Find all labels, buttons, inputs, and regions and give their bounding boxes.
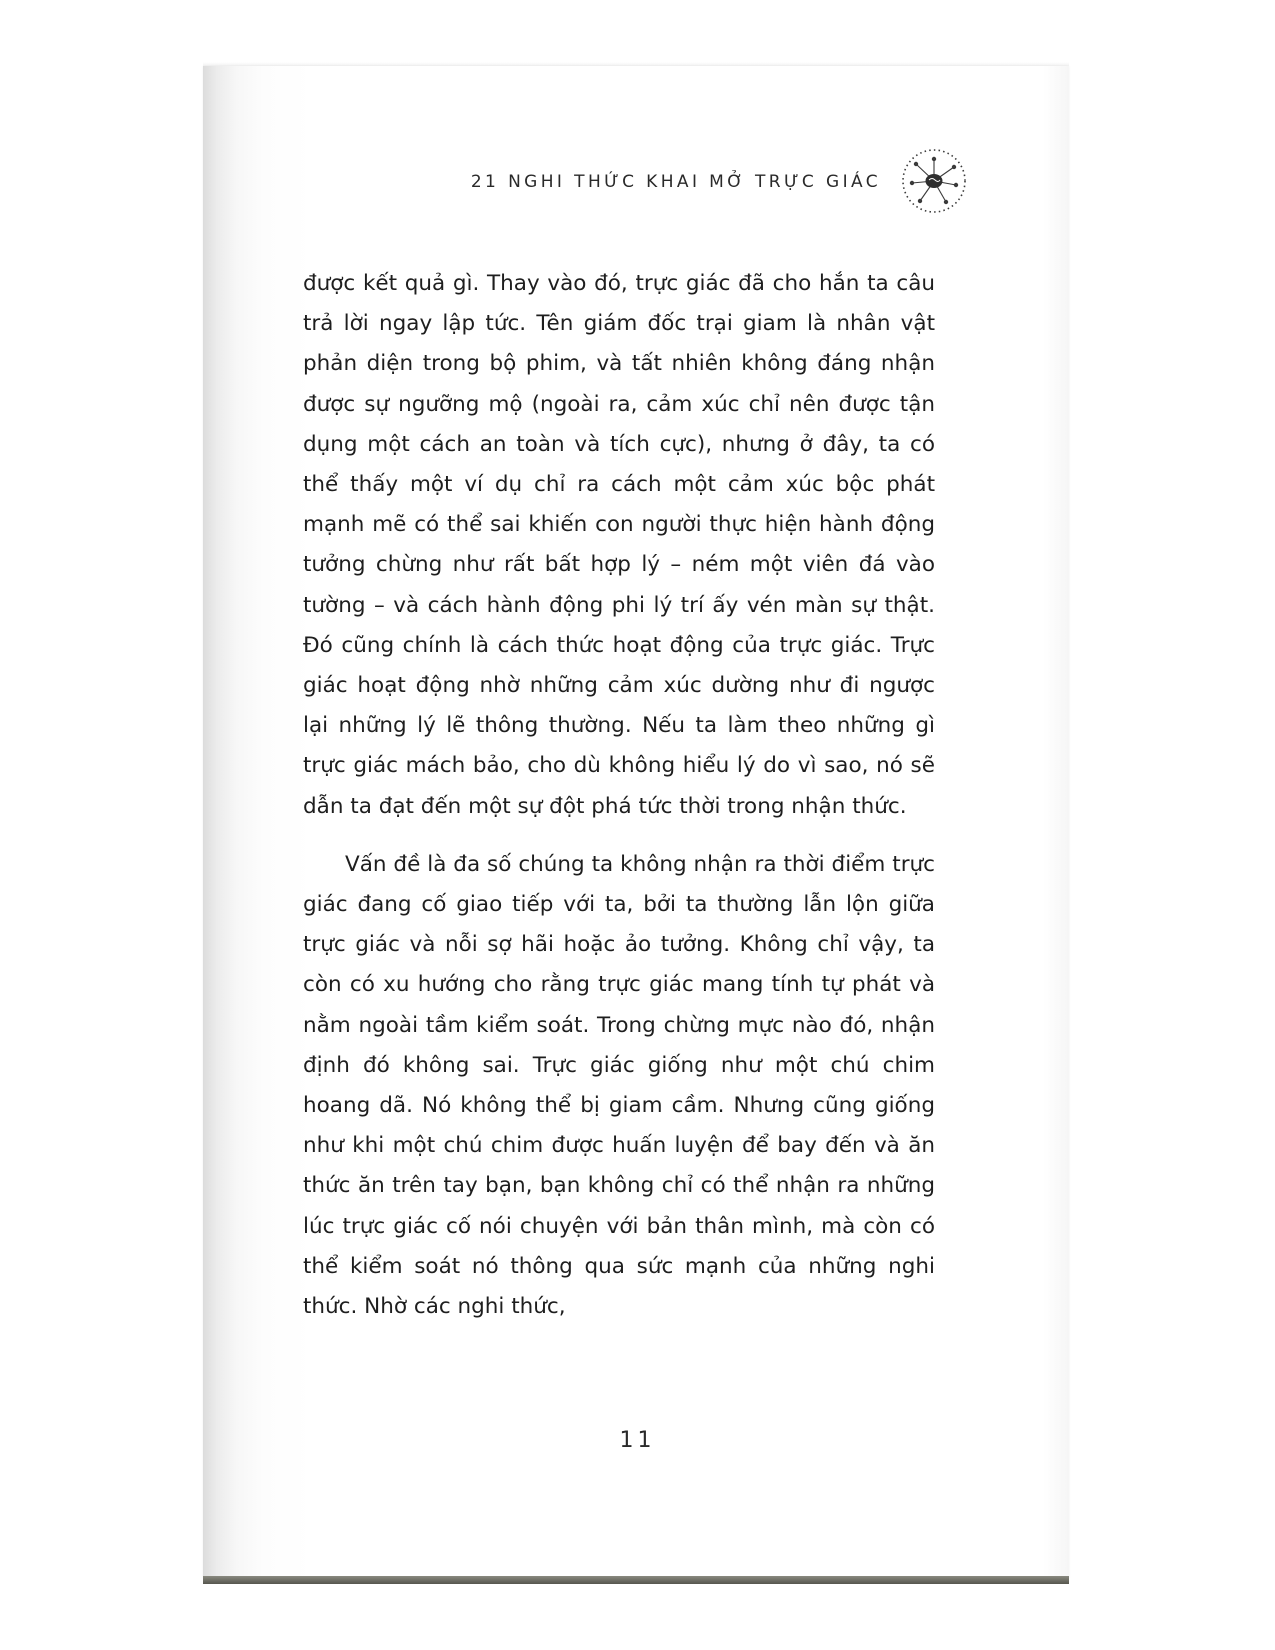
body-text <box>303 264 935 1327</box>
dotted-circle-brain-icon <box>898 145 970 217</box>
page-number: 11 <box>619 1428 656 1453</box>
page-bottom-edge <box>203 1576 1069 1584</box>
paragraph-2: Vấn đề là đa số chúng ta không nhận ra thời điểm trực giác đang cố giao tiếp với ta, bởi ta thường lẫn lộn giữa trực giác và nỗi sợ hãi hoặc ảo tưởng. Không chỉ vậy, ta còn có xu hướng cho rằng trực giác mang tính tự phát và nằm ngoài tầm kiểm soát. Trong chừng mực nào đó, nhận định đó không sai. Trực giác giống như một chú chim hoang dã. Nó không thể bị giam cầm. Nhưng cũng giống như khi một chú chim được huấn luyện để bay đến và ăn thức ăn trên tay bạn, bạn không chỉ có thể nhận ra những lúc trực giác cố nói chuyện với bản thân mình, mà còn có thể kiểm soát nó thông qua sức mạnh của những nghi thức. Nhờ các nghi thức, <box>303 851 935 1320</box>
paragraph-1: được kết quả gì. Thay vào đó, trực giác đã cho hắn ta câu trả lời ngay lập tức. Tên giám đốc trại giam là nhân vật phản diện trong bộ phim, và tất nhiên không đáng nhận được sự ngưỡng mộ (ngoài ra, cảm xúc chỉ nên được tận dụng một cách an toàn và tích cực), nhưng ở đây, ta có thể thấy một ví dụ chỉ ra cách một cảm xúc bộc phát mạnh mẽ có thể sai khiến con người thực hiện hành động tưởng chừng như rất bất hợp lý – ném một viên đá vào tường – và cách hành động phi lý trí ấy vén màn sự thật. Đó cũng chính là cách thức hoạt động của trực giác. Trực giác hoạt động nhờ những cảm xúc dường như đi ngược lại những lý lẽ thông thường. Nếu ta làm theo những gì trực giác mách bảo, cho dù không hiểu lý do vì sao, nó sẽ dẫn ta đạt đến một sự đột phá tức thời trong nhận thức. <box>303 271 935 819</box>
running-header-title: 21 NGHI THỨC KHAI MỞ TRỰC GIÁC <box>470 172 881 192</box>
